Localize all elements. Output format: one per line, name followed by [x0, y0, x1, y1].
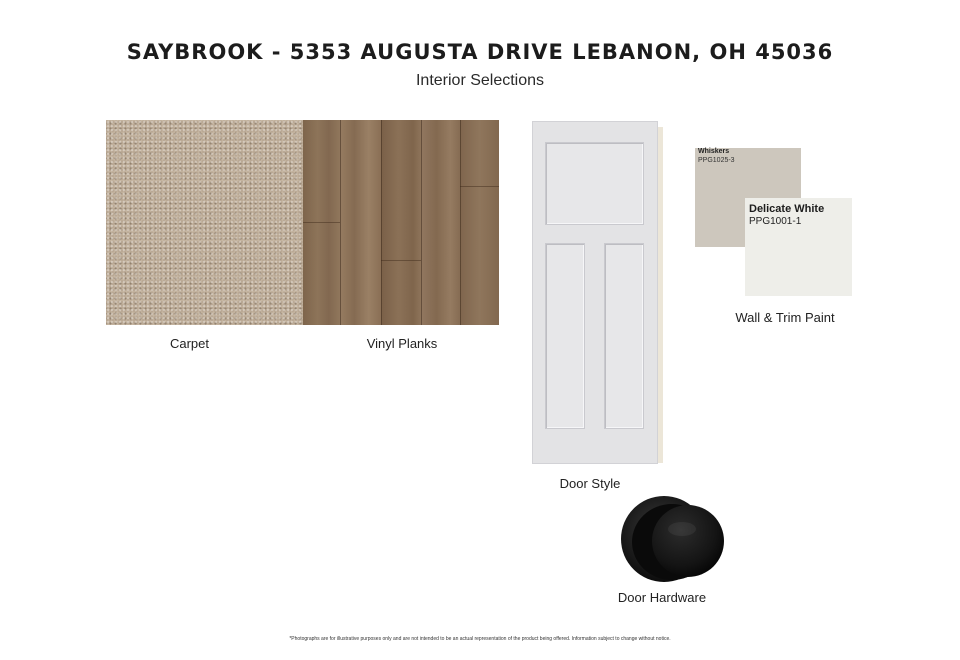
paint-swatch-name: Delicate White: [749, 203, 825, 215]
page-title: SAYBROOK - 5353 AUGUSTA DRIVE LEBANON, OH 45036: [126, 40, 834, 64]
paint-label: Wall & Trim Paint: [735, 310, 835, 325]
door-top-panel: [545, 142, 644, 225]
door-knob-image: [620, 493, 724, 587]
door-right-panel: [604, 243, 644, 429]
door-hardware-label: Door Hardware: [617, 590, 707, 605]
carpet-label: Carpet: [169, 336, 210, 351]
disclaimer-text: *Photographs are for illustrative purposes only and are not intended to be an actual representation of the product being offered. Information subject to change without notice.: [289, 636, 671, 642]
knob-face: [652, 505, 724, 577]
page-subtitle: Interior Selections: [415, 72, 545, 89]
door-style-image: [532, 121, 658, 464]
vinyl-planks-swatch-image: [303, 120, 499, 325]
paint-swatch-code: PPG1025-3: [698, 157, 735, 164]
door-style-label: Door Style: [559, 476, 621, 491]
carpet-swatch-image: [106, 120, 303, 325]
paint-swatch-name: Whiskers: [698, 148, 730, 155]
vinyl-planks-label: Vinyl Planks: [366, 336, 438, 351]
paint-swatch-code: PPG1001-1: [749, 216, 802, 227]
door-left-panel: [545, 243, 585, 429]
